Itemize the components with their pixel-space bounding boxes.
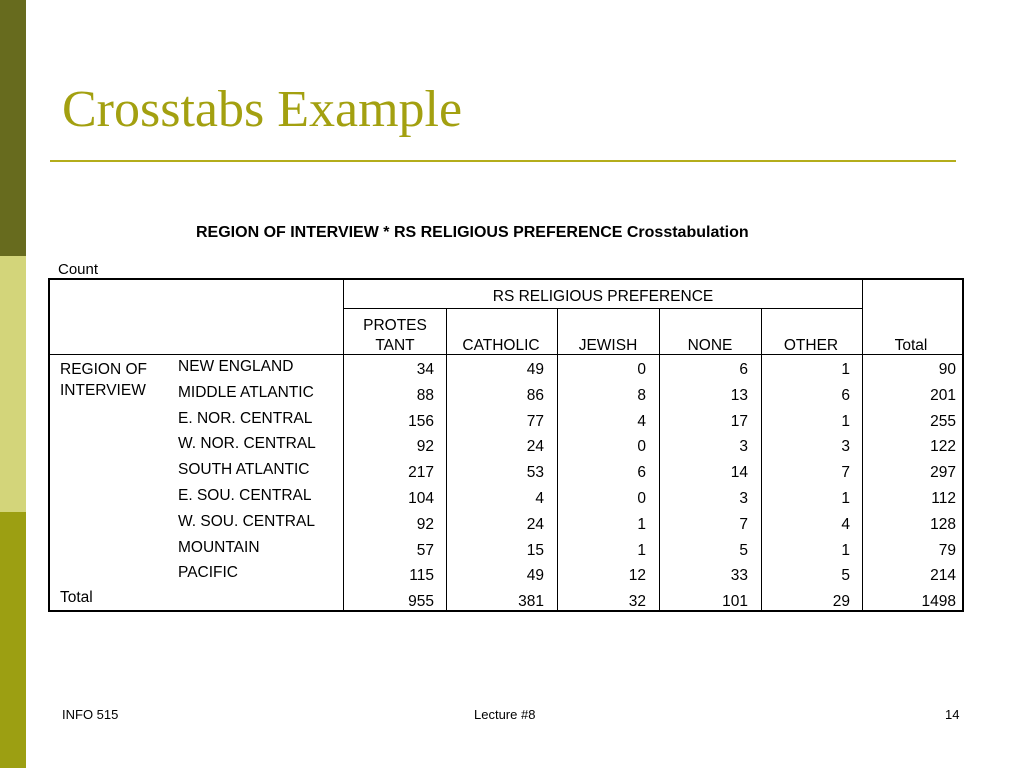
total-cell: 955 <box>408 593 434 611</box>
column-header-3: JEWISH <box>578 337 638 354</box>
row-group-header: REGION OF INTERVIEW <box>60 361 147 399</box>
table-cell: 3 <box>841 438 850 456</box>
table-cell: 1 <box>841 361 850 378</box>
column-header-5: OTHER <box>783 337 839 354</box>
accent-bar-middle <box>0 256 26 512</box>
row-label: PACIFIC <box>178 564 238 582</box>
table-cell: 201 <box>930 386 956 404</box>
table-cell: 6 <box>841 386 850 404</box>
accent-bar-top <box>0 0 26 256</box>
count-label: Count <box>58 261 99 278</box>
row-label: W. NOR. CENTRAL <box>178 435 316 453</box>
table-cell: 128 <box>930 515 956 533</box>
table-cell: 0 <box>637 490 646 507</box>
total-column-divider <box>862 354 863 610</box>
column-divider <box>446 308 447 610</box>
table-cell: 49 <box>526 361 544 378</box>
table-cell: 1 <box>841 541 850 559</box>
title-underline <box>50 160 956 162</box>
table-cell: 255 <box>930 412 956 430</box>
table-cell: 0 <box>637 438 646 456</box>
row-label: SOUTH ATLANTIC <box>178 461 310 479</box>
column-group-divider <box>344 308 862 309</box>
table-cell: 49 <box>526 567 544 585</box>
column-group-header: RS RELIGIOUS PREFERENCE <box>492 288 714 305</box>
total-cell: 29 <box>832 593 850 611</box>
column-header-4: NONE <box>687 337 733 354</box>
table-cell: 3 <box>739 490 748 507</box>
table-cell: 17 <box>730 412 748 430</box>
table-cell: 297 <box>930 464 956 482</box>
crosstab-table <box>48 278 964 612</box>
row-header-divider <box>343 280 344 610</box>
total-row-label: Total <box>60 589 93 607</box>
footer-course: INFO 515 <box>62 707 119 722</box>
table-cell: 34 <box>416 361 434 378</box>
table-cell: 7 <box>739 515 748 533</box>
table-cell: 90 <box>938 361 956 378</box>
table-cell: 214 <box>930 567 956 585</box>
table-cell: 88 <box>416 386 434 404</box>
table-cell: 6 <box>637 464 646 482</box>
table-cell: 12 <box>628 567 646 585</box>
table-cell: 3 <box>739 438 748 456</box>
table-cell: 13 <box>730 386 748 404</box>
table-cell: 1 <box>637 515 646 533</box>
footer-page-number: 14 <box>945 707 960 722</box>
total-cell: 32 <box>628 593 646 611</box>
table-cell: 86 <box>526 386 544 404</box>
slide-title: Crosstabs Example <box>62 81 463 138</box>
table-cell: 1 <box>841 412 850 430</box>
table-cell: 4 <box>535 490 544 507</box>
crosstab-title: REGION OF INTERVIEW * RS RELIGIOUS PREFERENCE Crosstabulation <box>196 224 749 241</box>
table-cell: 5 <box>739 541 748 559</box>
table-cell: 104 <box>408 490 434 507</box>
row-label: W. SOU. CENTRAL <box>178 512 315 530</box>
table-cell: 1 <box>637 541 646 559</box>
column-header-2: CATHOLIC <box>462 337 540 354</box>
table-cell: 92 <box>416 515 434 533</box>
accent-bar-bottom <box>0 512 26 768</box>
row-label: E. NOR. CENTRAL <box>178 409 313 427</box>
row-label: MIDDLE ATLANTIC <box>178 383 314 401</box>
table-cell: 79 <box>938 541 956 559</box>
table-cell: 4 <box>841 515 850 533</box>
table-cell: 4 <box>637 412 646 430</box>
table-cell: 77 <box>526 412 544 430</box>
column-header-6: Total <box>894 337 928 354</box>
table-cell: 1 <box>841 490 850 507</box>
table-cell: 217 <box>408 464 434 482</box>
table-cell: 122 <box>930 438 956 456</box>
table-cell: 33 <box>730 567 748 585</box>
table-cell: 112 <box>931 490 956 507</box>
table-cell: 115 <box>409 567 434 585</box>
row-label: NEW ENGLAND <box>178 358 294 375</box>
table-cell: 14 <box>730 464 748 482</box>
table-cell: 15 <box>526 541 544 559</box>
table-cell: 57 <box>416 541 434 559</box>
table-cell: 5 <box>841 567 850 585</box>
footer-lecture: Lecture #8 <box>474 707 536 722</box>
header-divider <box>50 354 962 355</box>
row-label: MOUNTAIN <box>178 538 260 556</box>
table-cell: 24 <box>526 515 544 533</box>
table-cell: 24 <box>526 438 544 456</box>
total-cell: 1498 <box>921 593 956 611</box>
table-cell: 156 <box>408 412 434 430</box>
column-header-1: PROTES TANT <box>363 317 427 354</box>
table-cell: 92 <box>416 438 434 456</box>
total-cell: 101 <box>722 593 748 611</box>
table-cell: 6 <box>739 361 748 378</box>
total-cell: 381 <box>518 593 544 611</box>
row-label: E. SOU. CENTRAL <box>178 487 312 504</box>
table-cell: 53 <box>526 464 544 482</box>
table-cell: 7 <box>841 464 850 482</box>
table-cell: 0 <box>637 361 646 378</box>
table-cell: 8 <box>637 386 646 404</box>
